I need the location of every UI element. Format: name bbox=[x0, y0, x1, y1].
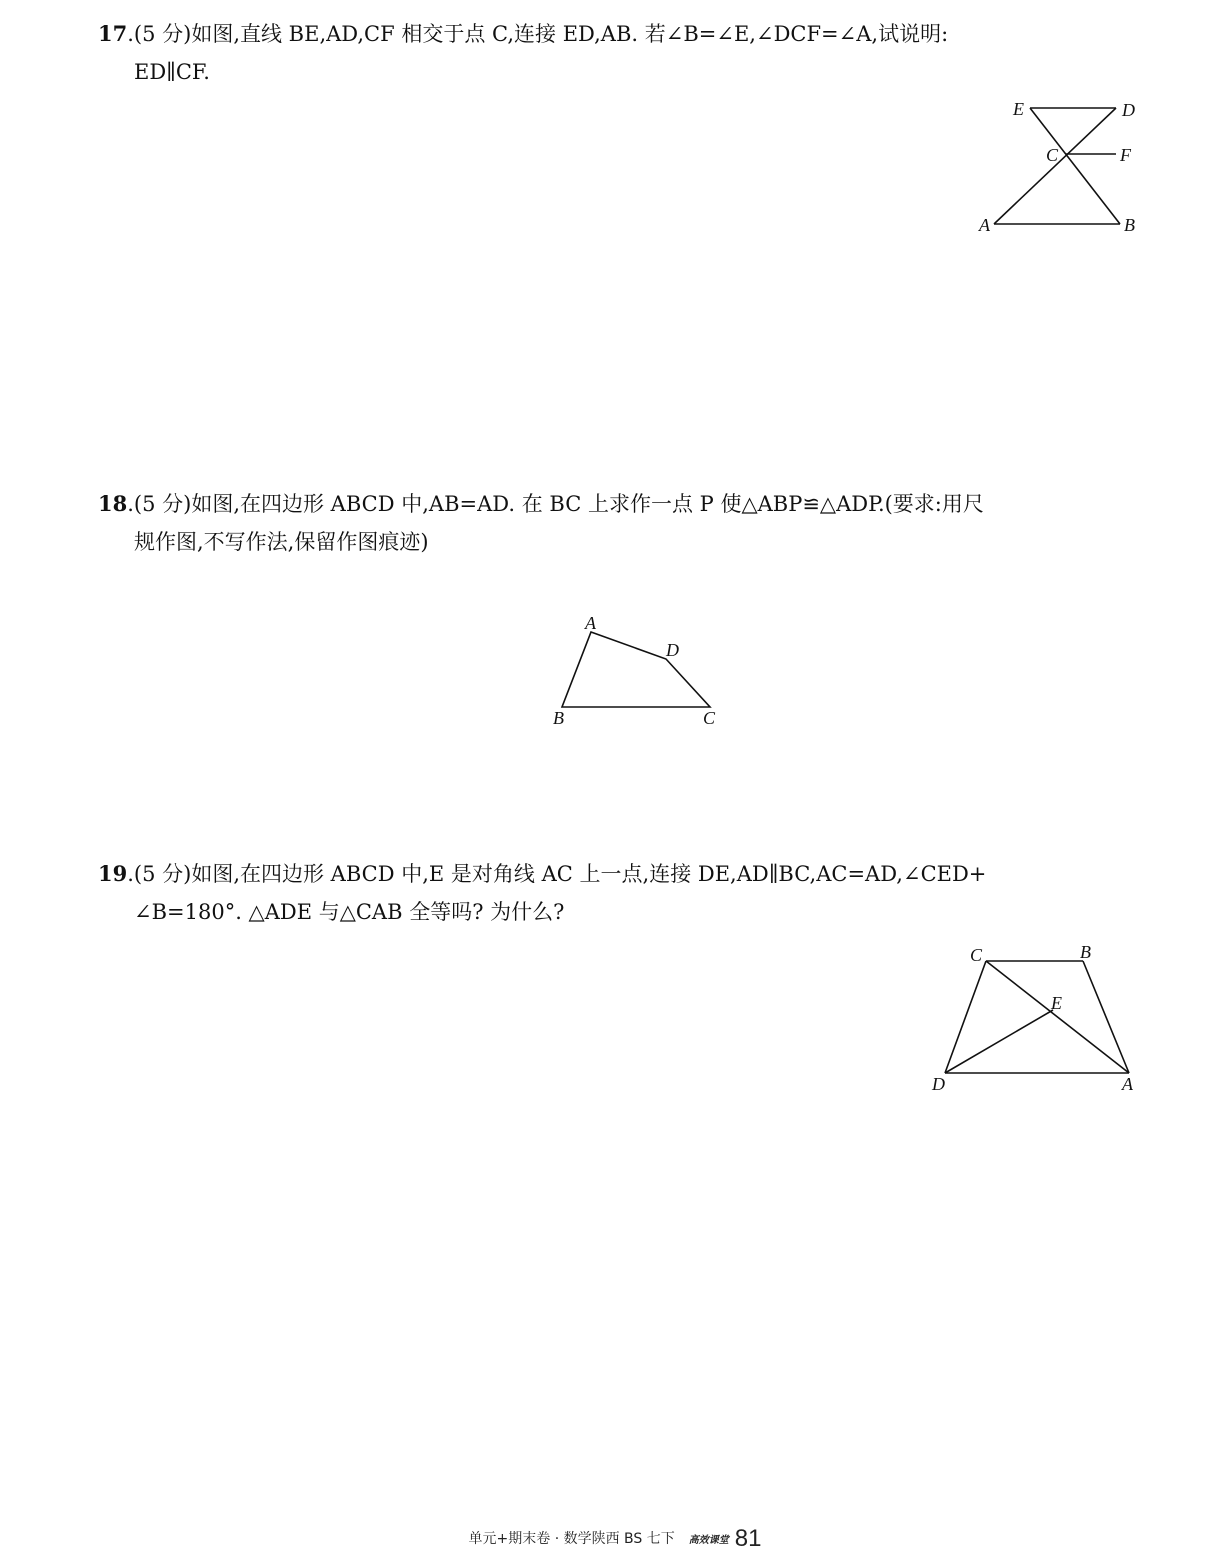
label-C: C bbox=[970, 945, 983, 965]
question-18 bbox=[98, 485, 1138, 561]
question-19 bbox=[98, 855, 1138, 931]
label-F: F bbox=[1120, 145, 1131, 165]
question-text: .(5 分)如图,在四边形 ABCD 中,AB=AD. 在 BC 上求作一点 P 使△ABP≌△ADP.(要求:用尺 bbox=[127, 492, 984, 516]
quadrilateral-ABCD bbox=[562, 632, 710, 707]
label-D: D bbox=[932, 1074, 945, 1094]
question-17 bbox=[98, 15, 1138, 91]
question-text-continued: 规作图,不写作法,保留作图痕迹) bbox=[134, 530, 429, 554]
label-B: B bbox=[553, 708, 564, 728]
footer-text: 单元+期末卷 · 数学陕西 BS 七下 bbox=[468, 1531, 675, 1547]
label-D: D bbox=[666, 640, 679, 660]
label-A: A bbox=[979, 215, 990, 235]
question-text-continued: ED∥CF. bbox=[134, 60, 210, 84]
segment-CD bbox=[945, 961, 986, 1073]
figure-19 bbox=[920, 940, 1140, 1100]
label-A: A bbox=[585, 613, 596, 633]
segment-BA bbox=[1083, 961, 1129, 1073]
label-D: D bbox=[1122, 100, 1135, 120]
label-E: E bbox=[1013, 99, 1024, 119]
question-text-continued: ∠B=180°. △ADE 与△CAB 全等吗? 为什么? bbox=[134, 900, 565, 924]
page-number: 81 bbox=[734, 1525, 762, 1552]
question-text: .(5 分)如图,直线 BE,AD,CF 相交于点 C,连接 ED,AB. 若∠B=∠E,∠DCF=∠A,试说明: bbox=[127, 22, 949, 46]
label-A: A bbox=[1122, 1074, 1133, 1094]
label-B: B bbox=[1124, 215, 1135, 235]
figure-18 bbox=[540, 610, 730, 735]
figure-17 bbox=[970, 95, 1150, 240]
label-C: C bbox=[703, 708, 716, 728]
label-C: C bbox=[1046, 145, 1059, 165]
diagonal-AC bbox=[986, 961, 1129, 1073]
segment-DE bbox=[945, 1010, 1053, 1073]
line-BE bbox=[1030, 108, 1120, 224]
line-AD bbox=[994, 108, 1116, 224]
label-E: E bbox=[1051, 993, 1062, 1013]
question-text: .(5 分)如图,在四边形 ABCD 中,E 是对角线 AC 上一点,连接 DE,AD∥BC,AC=AD,∠CED+ bbox=[127, 862, 987, 886]
question-number: 18 bbox=[98, 491, 128, 516]
publisher-logo: 高效课堂 bbox=[688, 1535, 729, 1546]
question-number: 19 bbox=[98, 861, 128, 886]
question-number: 17 bbox=[98, 21, 128, 46]
label-B: B bbox=[1080, 942, 1091, 962]
